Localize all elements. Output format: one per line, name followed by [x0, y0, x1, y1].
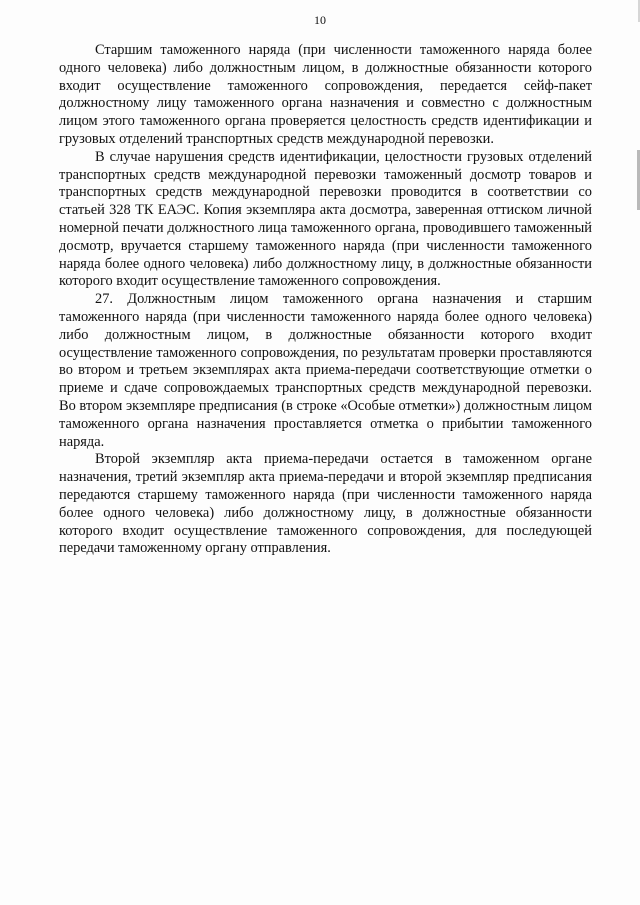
paragraph-second-copy: Второй экземпляр акта приема-передачи остается в таможенном органе назначения, третий экземпляр акта приема-передачи и второй экземпляр предписания передаются старшему таможенного наряда (при численности таможенного наряда более одного человека) либо должностному лицу, в должностные обязанности которого входит осуществление таможенного сопровождения, для последующей передачи таможенному органу отправления. — [59, 451, 592, 557]
page-number: 10 — [314, 13, 326, 27]
paragraph-violation-inspection: В случае нарушения средств идентификации, целостности грузовых отделений транспортных средств международной перевозки таможенный досмотр товаров и транспортных средств международной перевозки проводится в соответствии со статьей 328 ТК ЕАЭС. Копия экземпляра акта досмотра, заверенная оттиском личной номерной печати должностного лица таможенного органа, проводившего таможенный досмотр, вручается старшему таможенного наряда (при численности таможенного наряда более одного человека) либо должностному лицу, в должностные обязанности которого входит осуществление таможенного сопровождения. — [59, 148, 592, 290]
paragraph-item-27: 27. Должностным лицом таможенного органа назначения и старшим таможенного наряда (при численности таможенного наряда более одного человека) либо должностным лицом, в должностные обязанности которого входит осуществление таможенного сопровождения, по результатам проверки проставляются во втором и третьем экземплярах акта приема-передачи соответствующие отметки о приеме и сдаче сопровождаемых транспортных средств международной перевозки. Во втором экземпляре предписания (в строке «Особые отметки») должностным лицом таможенного органа назначения проставляется отметка о прибытии таможенного наряда. — [59, 291, 592, 450]
paragraph-seif-paket: Старшим таможенного наряда (при численности таможенного наряда более одного человека) либо должностным лицом, в должностные обязанности которого входит осуществление таможенного сопровождения, передается сейф-пакет должностному лицу таможенного органа назначения и совместно с должностным лицом этого таможенного органа проверяется целостность средств идентификации и грузовых отделений транспортных средств международной перевозки. — [59, 42, 592, 147]
document-body — [59, 42, 592, 558]
